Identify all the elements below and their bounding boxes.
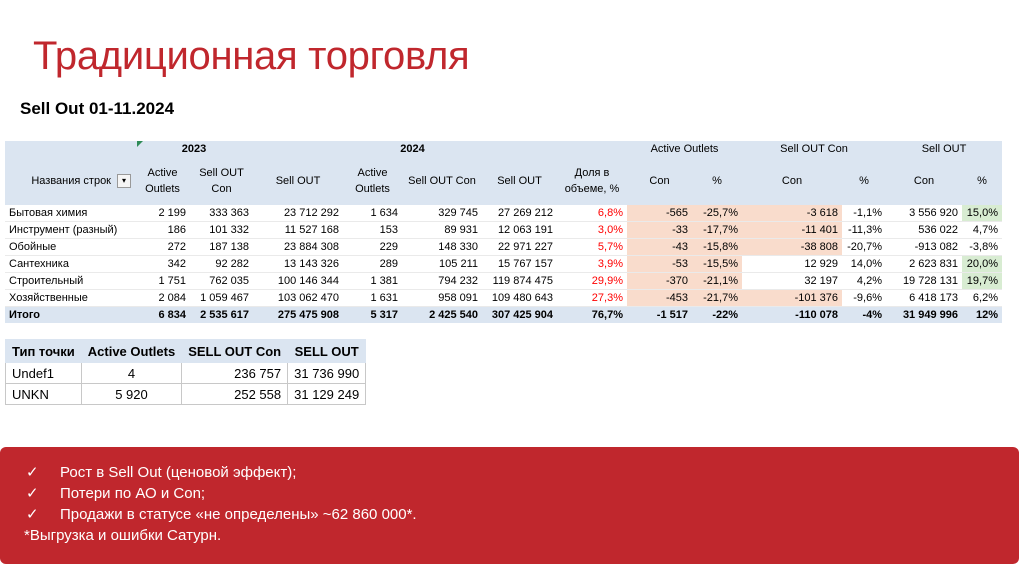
column-header: Active Outlets: [355, 167, 390, 195]
table-cell: -17,7%: [692, 222, 742, 239]
table-cell: 92 282: [190, 256, 253, 273]
point-type-column-header: SELL OUT Con: [182, 340, 288, 363]
table-cell: 105 211: [402, 256, 482, 273]
table-cell: -1,1%: [842, 205, 886, 222]
table-cell: 1 631: [343, 290, 402, 307]
cell-indicator-icon: [137, 141, 143, 147]
note-text: Продажи в статусе «не определены» ~62 860 000*.: [60, 506, 417, 523]
row-labels-header[interactable]: Названия строк ▾: [5, 157, 135, 205]
row-label: Строительный: [5, 273, 135, 290]
table-cell: 1 634: [343, 205, 402, 222]
table-cell: 4,7%: [962, 222, 1002, 239]
table-cell: -43: [627, 239, 692, 256]
row-label: Сантехника: [5, 256, 135, 273]
notes-box: [0, 447, 1019, 564]
total-cell: -1 517: [627, 307, 692, 324]
table-cell: 32 197: [742, 273, 842, 290]
column-header: Sell OUT Con: [199, 167, 244, 195]
table-cell: 100 146 344: [253, 273, 343, 290]
year-2024-header: 2024: [400, 143, 425, 155]
table-row: [5, 256, 1002, 273]
column-header: %: [712, 175, 722, 187]
table-cell: 4,2%: [842, 273, 886, 290]
table-cell: 14,0%: [842, 256, 886, 273]
total-cell: 12%: [962, 307, 1002, 324]
total-cell: 76,7%: [557, 307, 627, 324]
table-cell: 536 022: [886, 222, 962, 239]
total-cell: -4%: [842, 307, 886, 324]
table-cell: 101 332: [190, 222, 253, 239]
column-header: Con: [913, 175, 935, 187]
table-cell: 1 059 467: [190, 290, 253, 307]
report-subtitle: Sell Out 01-11.2024: [20, 99, 175, 118]
point-type-cell: 4: [81, 363, 181, 384]
note-text: Рост в Sell Out (ценовой эффект);: [60, 464, 297, 481]
table-cell: 6 418 173: [886, 290, 962, 307]
point-type-cell: 31 129 249: [288, 384, 366, 405]
total-cell: 307 425 904: [482, 307, 557, 324]
table-cell: 29,9%: [557, 273, 627, 290]
table-cell: -453: [627, 290, 692, 307]
row-label: Обойные: [5, 239, 135, 256]
table-cell: 3,0%: [557, 222, 627, 239]
table-cell: 23 884 308: [253, 239, 343, 256]
table-cell: -9,6%: [842, 290, 886, 307]
filter-icon[interactable]: ▾: [117, 174, 131, 188]
point-type-column-header: Тип точки: [6, 340, 82, 363]
table-cell: -565: [627, 205, 692, 222]
sell-out-group-header: Sell OUT: [921, 143, 967, 155]
total-row: [5, 307, 1002, 324]
table-cell: 89 931: [402, 222, 482, 239]
note-text: Потери по АО и Con;: [60, 485, 206, 502]
table-cell: 19 728 131: [886, 273, 962, 290]
table-row: [5, 222, 1002, 239]
table-row: [5, 239, 1002, 256]
table-cell: 329 745: [402, 205, 482, 222]
table-cell: -20,7%: [842, 239, 886, 256]
table-cell: 272: [135, 239, 190, 256]
table-cell: 186: [135, 222, 190, 239]
table-cell: 2 199: [135, 205, 190, 222]
table-cell: -3 618: [742, 205, 842, 222]
column-header: Con: [649, 175, 670, 187]
table-cell: 1 751: [135, 273, 190, 290]
slide-title: Традиционная торговля: [33, 34, 470, 78]
table-cell: 229: [343, 239, 402, 256]
table-cell: 22 971 227: [482, 239, 557, 256]
table-cell: -101 376: [742, 290, 842, 307]
table-cell: 794 232: [402, 273, 482, 290]
point-type-label: UNKN: [6, 384, 82, 405]
total-cell: -110 078: [742, 307, 842, 324]
column-header: Sell OUT Con: [408, 175, 476, 187]
point-type-header-row: [6, 340, 366, 363]
table-row: [5, 205, 1002, 222]
total-cell: 275 475 908: [253, 307, 343, 324]
table-cell: 20,0%: [962, 256, 1002, 273]
point-type-table: [5, 339, 366, 405]
table-cell: -21,7%: [692, 290, 742, 307]
point-type-cell: 252 558: [182, 384, 288, 405]
table-cell: 27,3%: [557, 290, 627, 307]
table-cell: -913 082: [886, 239, 962, 256]
table-cell: 958 091: [402, 290, 482, 307]
active-outlets-group-header: Active Outlets: [650, 143, 719, 155]
table-cell: 333 363: [190, 205, 253, 222]
table-cell: -15,5%: [692, 256, 742, 273]
point-type-column-header: SELL OUT: [288, 340, 366, 363]
table-cell: -15,8%: [692, 239, 742, 256]
sales-table: [5, 141, 1002, 323]
table-cell: 3 556 920: [886, 205, 962, 222]
column-header: Active Outlets: [145, 167, 180, 195]
total-cell: -22%: [692, 307, 742, 324]
row-label: Хозяйственные: [5, 290, 135, 307]
point-type-column-header: Active Outlets: [81, 340, 181, 363]
table-cell: 103 062 470: [253, 290, 343, 307]
table-cell: 148 330: [402, 239, 482, 256]
table-cell: -3,8%: [962, 239, 1002, 256]
table-row: [5, 273, 1002, 290]
table-cell: -11 401: [742, 222, 842, 239]
table-cell: 27 269 212: [482, 205, 557, 222]
point-type-cell: 31 736 990: [288, 363, 366, 384]
table-cell: 6,8%: [557, 205, 627, 222]
column-header: %: [977, 175, 987, 187]
table-cell: 15,0%: [962, 205, 1002, 222]
total-cell: 5 317: [343, 307, 402, 324]
notes-list: [0, 447, 1019, 525]
column-header: Sell OUT: [497, 175, 542, 187]
table-cell: 289: [343, 256, 402, 273]
total-label: Итого: [5, 307, 135, 324]
note-item: [26, 504, 1019, 525]
table-cell: 762 035: [190, 273, 253, 290]
table-cell: -25,7%: [692, 205, 742, 222]
table-cell: -53: [627, 256, 692, 273]
total-cell: 6 834: [135, 307, 190, 324]
column-header: %: [859, 175, 869, 187]
table-cell: 3,9%: [557, 256, 627, 273]
check-icon: ✓: [26, 506, 39, 523]
total-cell: 2 535 617: [190, 307, 253, 324]
column-header: Con: [781, 175, 803, 187]
point-type-row: [6, 363, 366, 384]
table-cell: 5,7%: [557, 239, 627, 256]
note-item: [26, 483, 1019, 504]
column-header: Доля в объеме, %: [564, 167, 620, 195]
table-cell: 13 143 326: [253, 256, 343, 273]
table-cell: 109 480 643: [482, 290, 557, 307]
table-cell: -33: [627, 222, 692, 239]
note-item: [26, 462, 1019, 483]
total-cell: 31 949 996: [886, 307, 962, 324]
table-cell: 1 381: [343, 273, 402, 290]
table-cell: 6,2%: [962, 290, 1002, 307]
check-icon: ✓: [26, 464, 39, 481]
table-cell: 2 623 831: [886, 256, 962, 273]
point-type-body: [6, 363, 366, 405]
table-cell: 153: [343, 222, 402, 239]
table-cell: 187 138: [190, 239, 253, 256]
point-type-label: Undef1: [6, 363, 82, 384]
row-label: Бытовая химия: [5, 205, 135, 222]
point-type-row: [6, 384, 366, 405]
table-cell: 119 874 475: [482, 273, 557, 290]
point-type-cell: 236 757: [182, 363, 288, 384]
sell-out-con-group-header: Sell OUT Con: [780, 143, 848, 155]
row-label: Инструмент (разный): [5, 222, 135, 239]
table-group-header-row: [5, 141, 1002, 157]
table-cell: -38 808: [742, 239, 842, 256]
table-cell: 12 063 191: [482, 222, 557, 239]
table-cell: 11 527 168: [253, 222, 343, 239]
year-2023-header: 2023: [181, 143, 207, 155]
table-cell: -21,1%: [692, 273, 742, 290]
table-cell: -370: [627, 273, 692, 290]
table-cell: 342: [135, 256, 190, 273]
total-cell: 2 425 540: [402, 307, 482, 324]
table-column-header-row: [5, 157, 1002, 205]
column-header: Sell OUT: [275, 175, 321, 187]
table-cell: -11,3%: [842, 222, 886, 239]
table-cell: 12 929: [742, 256, 842, 273]
table-body: [5, 205, 1002, 323]
table-cell: 15 767 157: [482, 256, 557, 273]
table-cell: 2 084: [135, 290, 190, 307]
table-cell: 23 712 292: [253, 205, 343, 222]
point-type-cell: 5 920: [81, 384, 181, 405]
table-row: [5, 290, 1002, 307]
table-cell: 19,7%: [962, 273, 1002, 290]
check-icon: ✓: [26, 485, 39, 502]
footnote: *Выгрузка и ошибки Сатурн.: [24, 527, 222, 544]
